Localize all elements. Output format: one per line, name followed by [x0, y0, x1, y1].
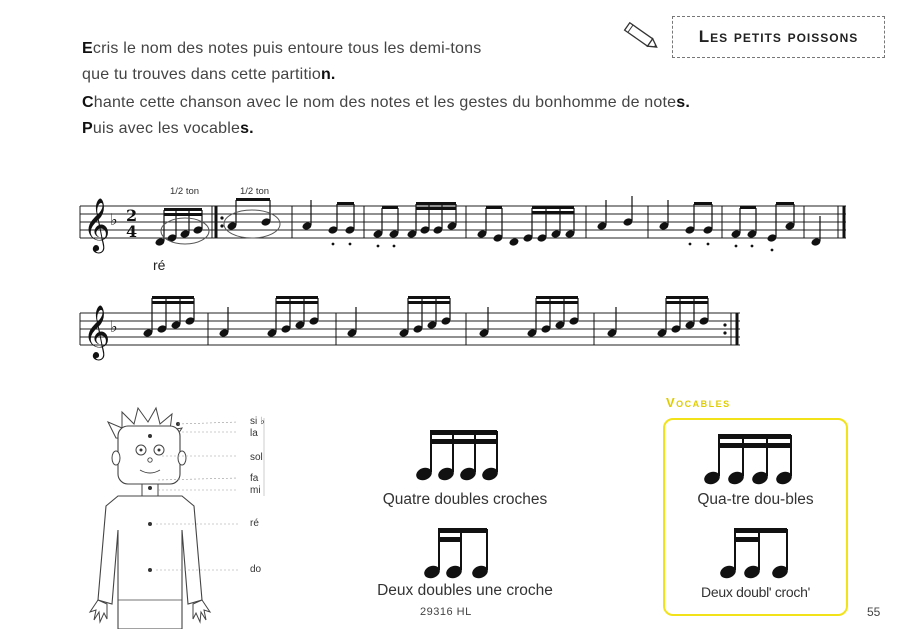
- quatre-doubles-croches-label: Quatre doubles croches: [382, 491, 548, 508]
- scale-label-do: do: [250, 564, 262, 575]
- measure-2: [224, 198, 280, 238]
- staff2-measure-2: [219, 296, 320, 338]
- instruction-line-2: que tu trouves dans cette partition.: [82, 66, 336, 83]
- measure-8: [731, 202, 796, 251]
- measure-1: [155, 0, 242, 247]
- instruction-line-1: Ecris le nom des notes puis entoure tous les demi-tons: [82, 40, 482, 57]
- scale-label-la: la: [250, 428, 258, 439]
- instruction-line-3: Chante cette chanson avec le nom des notes et les gestes du bonhomme de notes.: [82, 94, 690, 111]
- note-man-figure: [78, 400, 278, 629]
- flat-key-signature: ♭: [110, 210, 118, 229]
- staff2-measure-4: [479, 296, 580, 338]
- vocable-two-sixteenths-eighth: [718, 526, 802, 582]
- measure-5: [477, 206, 576, 247]
- instruction-line-4: Puis avec les vocables.: [82, 120, 254, 137]
- song-title: Les petits poissons: [698, 27, 859, 46]
- catalog-code: 29316 HL: [420, 606, 472, 618]
- vocables-title: Vocables: [666, 395, 731, 410]
- vocable-four-sixteenths: [702, 432, 812, 488]
- scale-label-sol: sol: [250, 452, 263, 463]
- staff2-measure-5: [607, 296, 710, 338]
- scale-label-si-flat: si ♭: [250, 416, 265, 427]
- half-tone-annotation-2: 1/2 ton: [240, 186, 270, 197]
- treble-clef-2: 𝄞: [83, 304, 111, 358]
- measure-9: [811, 216, 822, 247]
- half-tone-annotation-1: 1/2 ton: [170, 186, 200, 197]
- scale-label-re: ré: [250, 518, 259, 529]
- measure-6: [597, 196, 634, 231]
- scale-label-fa: fa: [250, 473, 259, 484]
- treble-clef: 𝄞: [83, 197, 111, 251]
- scale-label-mi: mi: [250, 485, 261, 496]
- staff2-measure-3: [347, 296, 452, 338]
- time-signature-bottom: 4: [126, 222, 138, 241]
- note-label-re: ré: [153, 257, 166, 273]
- page-number: 55: [867, 605, 881, 619]
- measure-4: [373, 202, 458, 247]
- vocable-deux-label: Deux doubl' croch': [701, 584, 810, 600]
- measure-7: [659, 200, 714, 245]
- staff2-measure-1: [143, 296, 196, 338]
- time-signature-top: 2: [126, 206, 138, 225]
- vocable-quatre-label: Qua-tre dou-bles: [697, 491, 814, 508]
- two-sixteenths-eighth-rhythm: [422, 526, 502, 582]
- measure-3: [302, 200, 356, 245]
- deux-doubles-une-croche-label: Deux doubles une croche: [377, 582, 553, 599]
- four-sixteenths-rhythm: [414, 428, 514, 484]
- flat-key-signature-2: ♭: [110, 317, 118, 336]
